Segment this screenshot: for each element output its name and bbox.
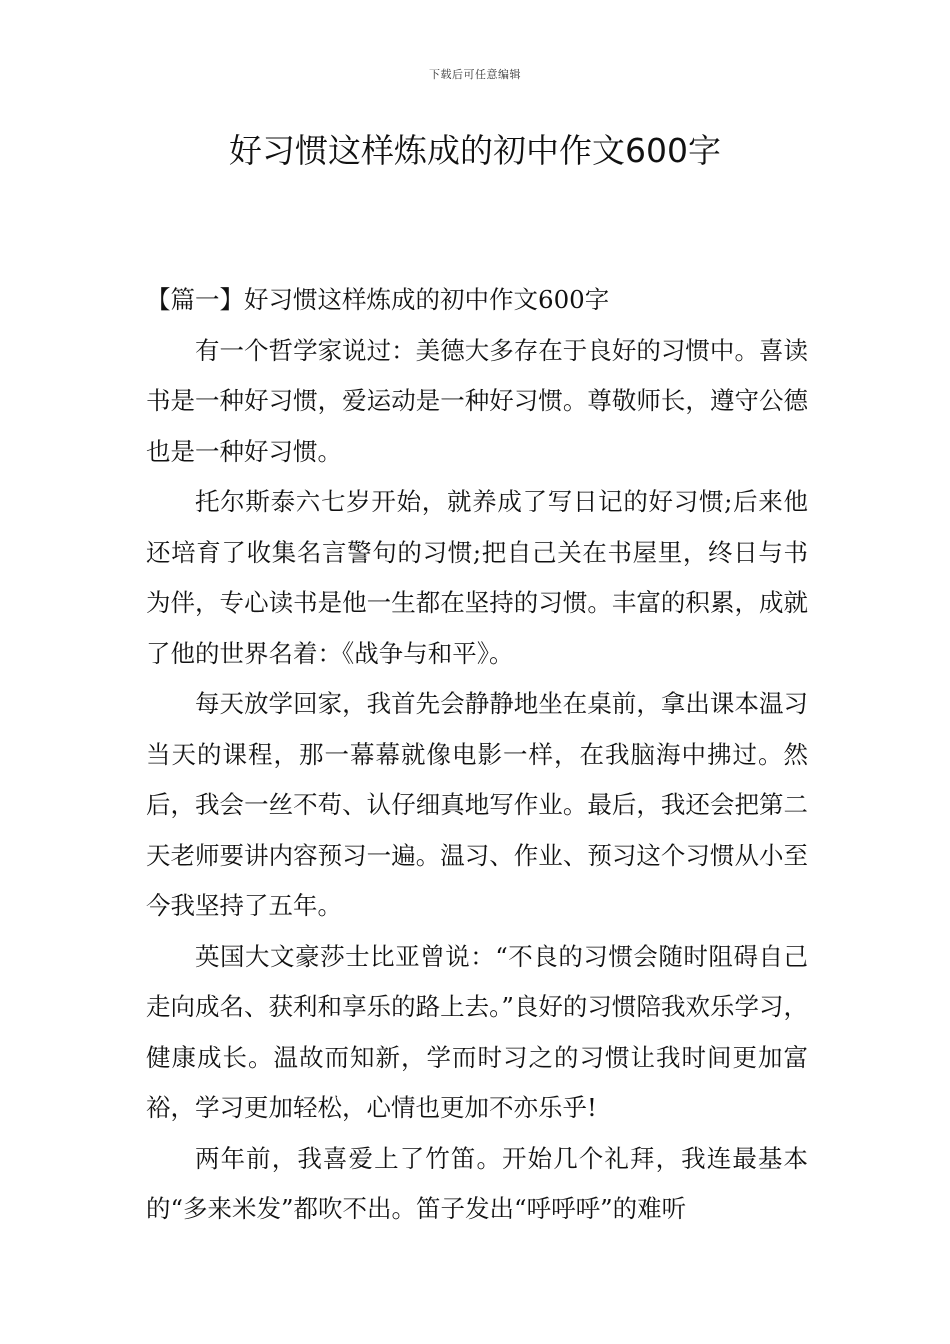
header-note: 下载后可任意编辑 [429, 68, 521, 81]
section-heading: 【篇一】好习惯这样炼成的初中作文600字 [146, 285, 610, 314]
document-title: 好习惯这样炼成的初中作文600字 [229, 131, 721, 170]
paragraph: 有一个哲学家说过：美德大多存在于良好的习惯中。喜读书是一种好习惯，爱运动是一种好习惯。尊敬师长，遵守公德也是一种好习惯。 [146, 335, 808, 466]
paragraph: 托尔斯泰六七岁开始，就养成了写日记的好习惯;后来他还培育了收集名言警句的习惯;把自己关在书屋里，终日与书为伴，专心读书是他一生都在坚持的习惯。丰富的积累，成就了他的世界名着：《战争与和平》。 [146, 487, 808, 668]
paragraph: 英国大文豪莎士比亚曾说：“不良的习惯会随时阻碍自己走向成名、获利和享乐的路上去。”良好的习惯陪我欢乐学习，健康成长。温故而知新，学而时习之的习惯让我时间更加富裕，学习更加轻松，心情也更加不亦乐乎! [146, 941, 808, 1122]
document-body [146, 275, 808, 1235]
paragraph: 两年前，我喜爱上了竹笛。开始几个礼拜，我连最基本的“多来米发”都吹不出。笛子发出“呼呼呼”的难听 [146, 1143, 808, 1223]
paragraph: 每天放学回家，我首先会静静地坐在桌前，拿出课本温习当天的课程，那一幕幕就像电影一样，在我脑海中拂过。然后，我会一丝不苟、认仔细真地写作业。最后，我还会把第二天老师要讲内容预习一遍。温习、作业、预习这个习惯从小至今我坚持了五年。 [146, 689, 808, 920]
